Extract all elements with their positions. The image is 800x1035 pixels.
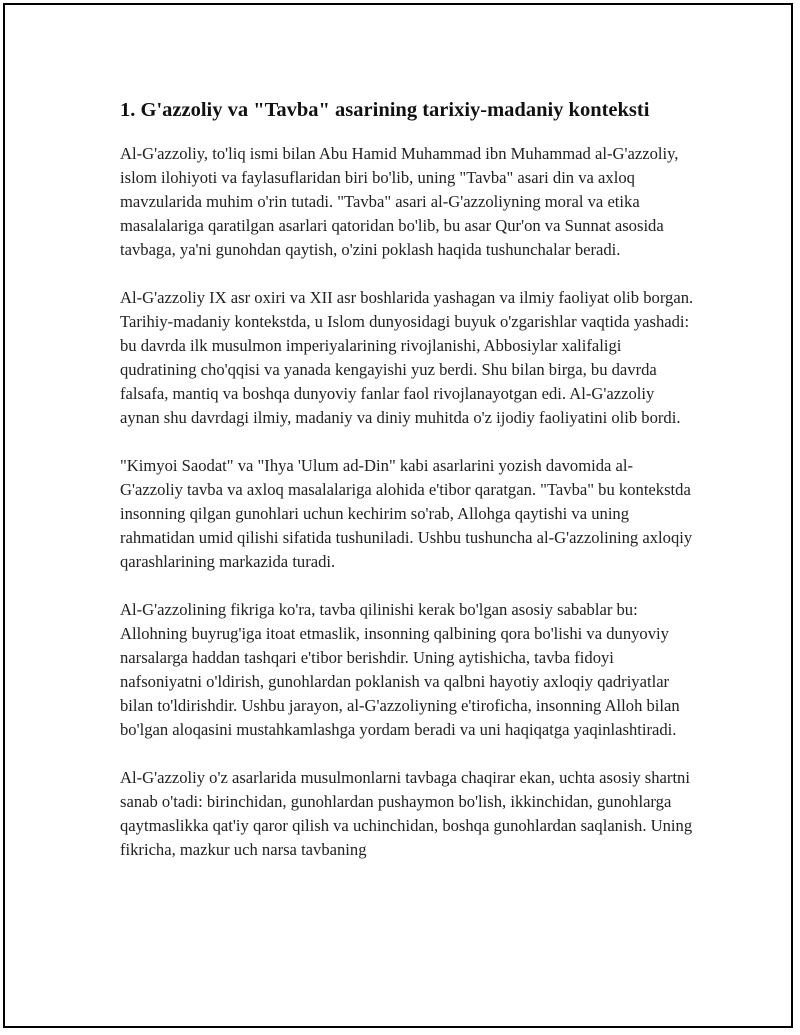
paragraph-2: Al-G'azzoliy IX asr oxiri va XII asr boshlarida yashagan va ilmiy faoliyat olib borgan. Tarihiy-madaniy kontekstda, u Islom dunyosidagi buyuk o'zgarishlar vaqtida yashadi: bu davrda ilk musulmon imperiyalarining rivojlanishi, Abbosiylar xalifaligi qudratining cho'qqisi va yanada kengayishi yuz berdi. Shu bilan birga, bu davrda falsafa, mantiq va boshqa dunyoviy fanlar faol rivojlanayotgan edi. Al-G'azzoliy aynan shu davrdagi ilmiy, madaniy va diniy muhitda o'z ijodiy faoliyatini olib bordi. xyxy=(120,288,694,427)
paragraph-1: Al-G'azzoliy, to'liq ismi bilan Abu Hamid Muhammad ibn Muhammad al-G'azzoliy, islom ilohiyoti va faylasuflaridan biri bo'lib, uning "Tavba" asari din va axloq mavzularida muhim o'rin tutadi. "Tavba" asari al-G'azzoliyning moral va etika masalalariga qaratilgan asarlari qatoridan bo'lib, bu asar Qur'on va Sunnat asosida tavbaga, ya'ni gunohdan qaytish, o'zini poklash haqida tushunchalar beradi. xyxy=(120,144,679,259)
document-page xyxy=(3,3,793,1028)
section-heading: 1. G'azzoliy va "Tavba" asarining tarixiy-madaniy konteksti xyxy=(120,99,650,121)
paragraph-5: Al-G'azzoliy o'z asarlarida musulmonlarni tavbaga chaqirar ekan, uchta asosiy shartni sanab o'tadi: birinchidan, gunohlardan pushaymon bo'lish, ikkinchidan, gunohlarga qaytmaslikka qat'iy qaror qilish va uchinchidan, boshqa gunohlardan saqlanish. Uning fikricha, mazkur uch narsa tavbaning xyxy=(120,768,693,859)
document-content xyxy=(120,95,695,886)
paragraph-4: Al-G'azzolining fikriga ko'ra, tavba qilinishi kerak bo'lgan asosiy sabablar bu: Allohning buyrug'iga itoat etmaslik, insonning qalbining qora bo'lishi va dunyoviy narsalarga haddan tashqari e'tibor berishdir. Uning aytishicha, tavba fidoyi nafsoniyatni o'ldirish, gunohlardan poklanish va qalbni hayotiy axloqiy qadriyatlar bilan to'ldirishdir. Ushbu jarayon, al-G'azzoliyning e'tiroficha, insonning Alloh bilan bo'lgan aloqasini mustahkamlashga yordam beradi va uni haqiqatga yaqinlashtiradi. xyxy=(120,600,680,739)
paragraph-3: "Kimyoi Saodat" va "Ihya 'Ulum ad-Din" kabi asarlarini yozish davomida al-G'azzoliy tavba va axloq masalalariga alohida e'tibor qaratgan. "Tavba" bu kontekstda insonning qilgan gunohlari uchun kechirim so'rab, Allohga qaytishi va uning rahmatidan umid qilishi sifatida tushuniladi. Ushbu tushuncha al-G'azzolining axloqiy qarashlarining markazida turadi. xyxy=(120,456,693,571)
